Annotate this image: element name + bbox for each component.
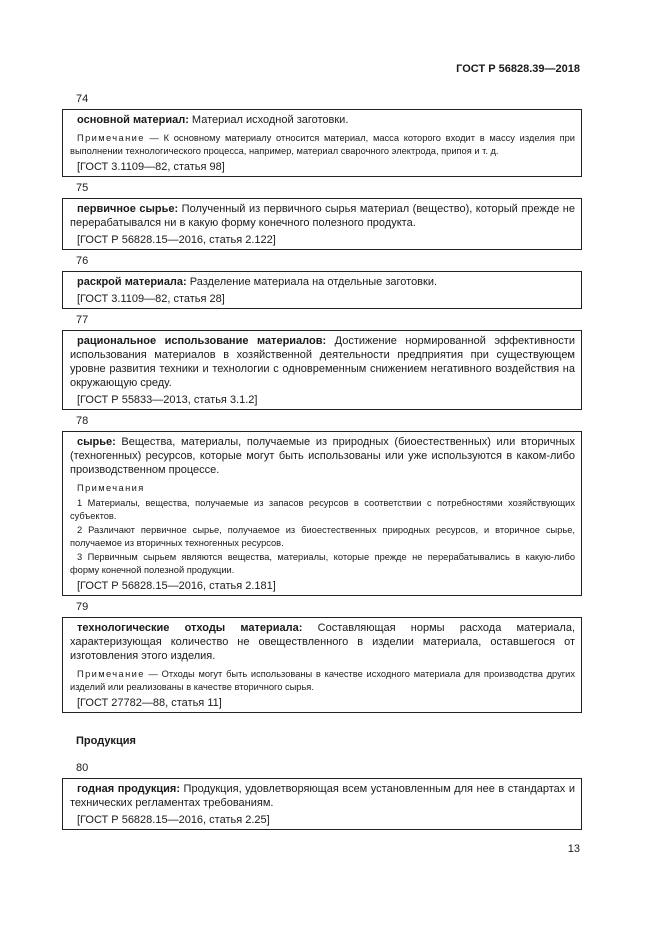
section-heading: Продукция [76, 735, 136, 747]
term: годная продукция: [77, 783, 180, 795]
term-entry [62, 330, 582, 410]
source-reference: [ГОСТ 3.1109—82, статья 28] [77, 293, 225, 305]
note-text: — Отходы могут быть использованы в качестве исходного материала для производства других изделий или реализованы в качестве вторичного сырья. [70, 669, 575, 692]
definition: Вещества, материалы, получаемые из природных (биоестественных) или вторичных (техногенных) ресурсов, которые могут быть использованы или уже используются в каком-либо производственном процессе. [70, 436, 575, 476]
term-entry [62, 778, 582, 830]
entry-number: 78 [76, 415, 89, 427]
entry-number: 74 [76, 93, 89, 105]
note-item: 2 Различают первичное сырье, получаемое из биоестественных природных ресурсов, и вторичное сырье, получаемое из вторичных техногенных ресурсов. [70, 525, 575, 548]
source-reference: [ГОСТ 27782—88, статья 11] [77, 697, 222, 709]
definition: Составляющая нормы расхода материала, характеризующая количество не овеществленного в изделии материала, оставшегося от изготовления этого изделия. [70, 622, 575, 662]
term-entry [62, 431, 582, 596]
source-reference: [ГОСТ Р 56828.15—2016, статья 2.181] [77, 580, 276, 592]
notes-heading: Примечания [77, 483, 145, 493]
definition: Продукция, удовлетворяющая всем установленным для нее в стандартах и технических регламентах требованиям. [70, 783, 575, 809]
term: рациональное использование материалов: [77, 335, 327, 347]
entry-number: 79 [76, 601, 89, 613]
entry-number: 77 [76, 314, 89, 326]
term: раскрой материала: [77, 276, 187, 288]
note-label: Примечание [77, 669, 145, 679]
note [70, 668, 575, 693]
definition: Достижение нормированной эффективности использования материалов в хозяйственной деятельности предприятия при существующем уровне развития техники и технологии с одновременным снижением негативного воздействия на окружающую среду. [70, 335, 575, 389]
source-reference: [ГОСТ Р 55833—2013, статья 3.1.2] [77, 394, 258, 406]
entry-number: 76 [76, 255, 89, 267]
definition: Материал исходной заготовки. [188, 114, 349, 126]
note-label: Примечание [77, 133, 145, 143]
document-code: ГОСТ Р 56828.39—2018 [456, 63, 580, 75]
note-text: — К основному материалу относится материал, масса которого входит в массу изделия при выполнении технологического процесса, например, материал сварочного электрода, припоя и т. д. [70, 133, 575, 156]
definition: Полученный из первичного сырья материал (вещество), который прежде не перерабатывался ни в какую форму конечного полезного продукта. [70, 203, 576, 229]
entry-number: 75 [76, 182, 89, 194]
terms-list [62, 92, 582, 834]
term: технологические отходы материала: [77, 622, 303, 634]
page-number: 13 [567, 843, 580, 855]
source-reference: [ГОСТ 3.1109—82, статья 98] [77, 161, 225, 173]
term: сырье: [77, 436, 116, 448]
term-entry [62, 109, 582, 177]
term: основной материал: [77, 114, 189, 126]
term-entry [62, 617, 582, 713]
note-item: 1 Материалы, вещества, получаемые из запасов ресурсов в соответствии с потребностями хозяйствующих субъектов. [70, 498, 575, 521]
term-entry [62, 198, 582, 250]
entry-number: 80 [76, 762, 89, 774]
term: первичное сырье: [77, 203, 179, 215]
note-item: 3 Первичным сырьем являются вещества, материалы, которые прежде не перерабатывались в какую-либо форму конечной полезной продукции. [70, 552, 575, 575]
source-reference: [ГОСТ Р 56828.15—2016, статья 2.122] [77, 234, 276, 246]
term-entry [62, 271, 582, 309]
note [70, 132, 575, 157]
source-reference: [ГОСТ Р 56828.15—2016, статья 2.25] [77, 814, 270, 826]
definition: Разделение материала на отдельные заготовки. [186, 276, 438, 288]
